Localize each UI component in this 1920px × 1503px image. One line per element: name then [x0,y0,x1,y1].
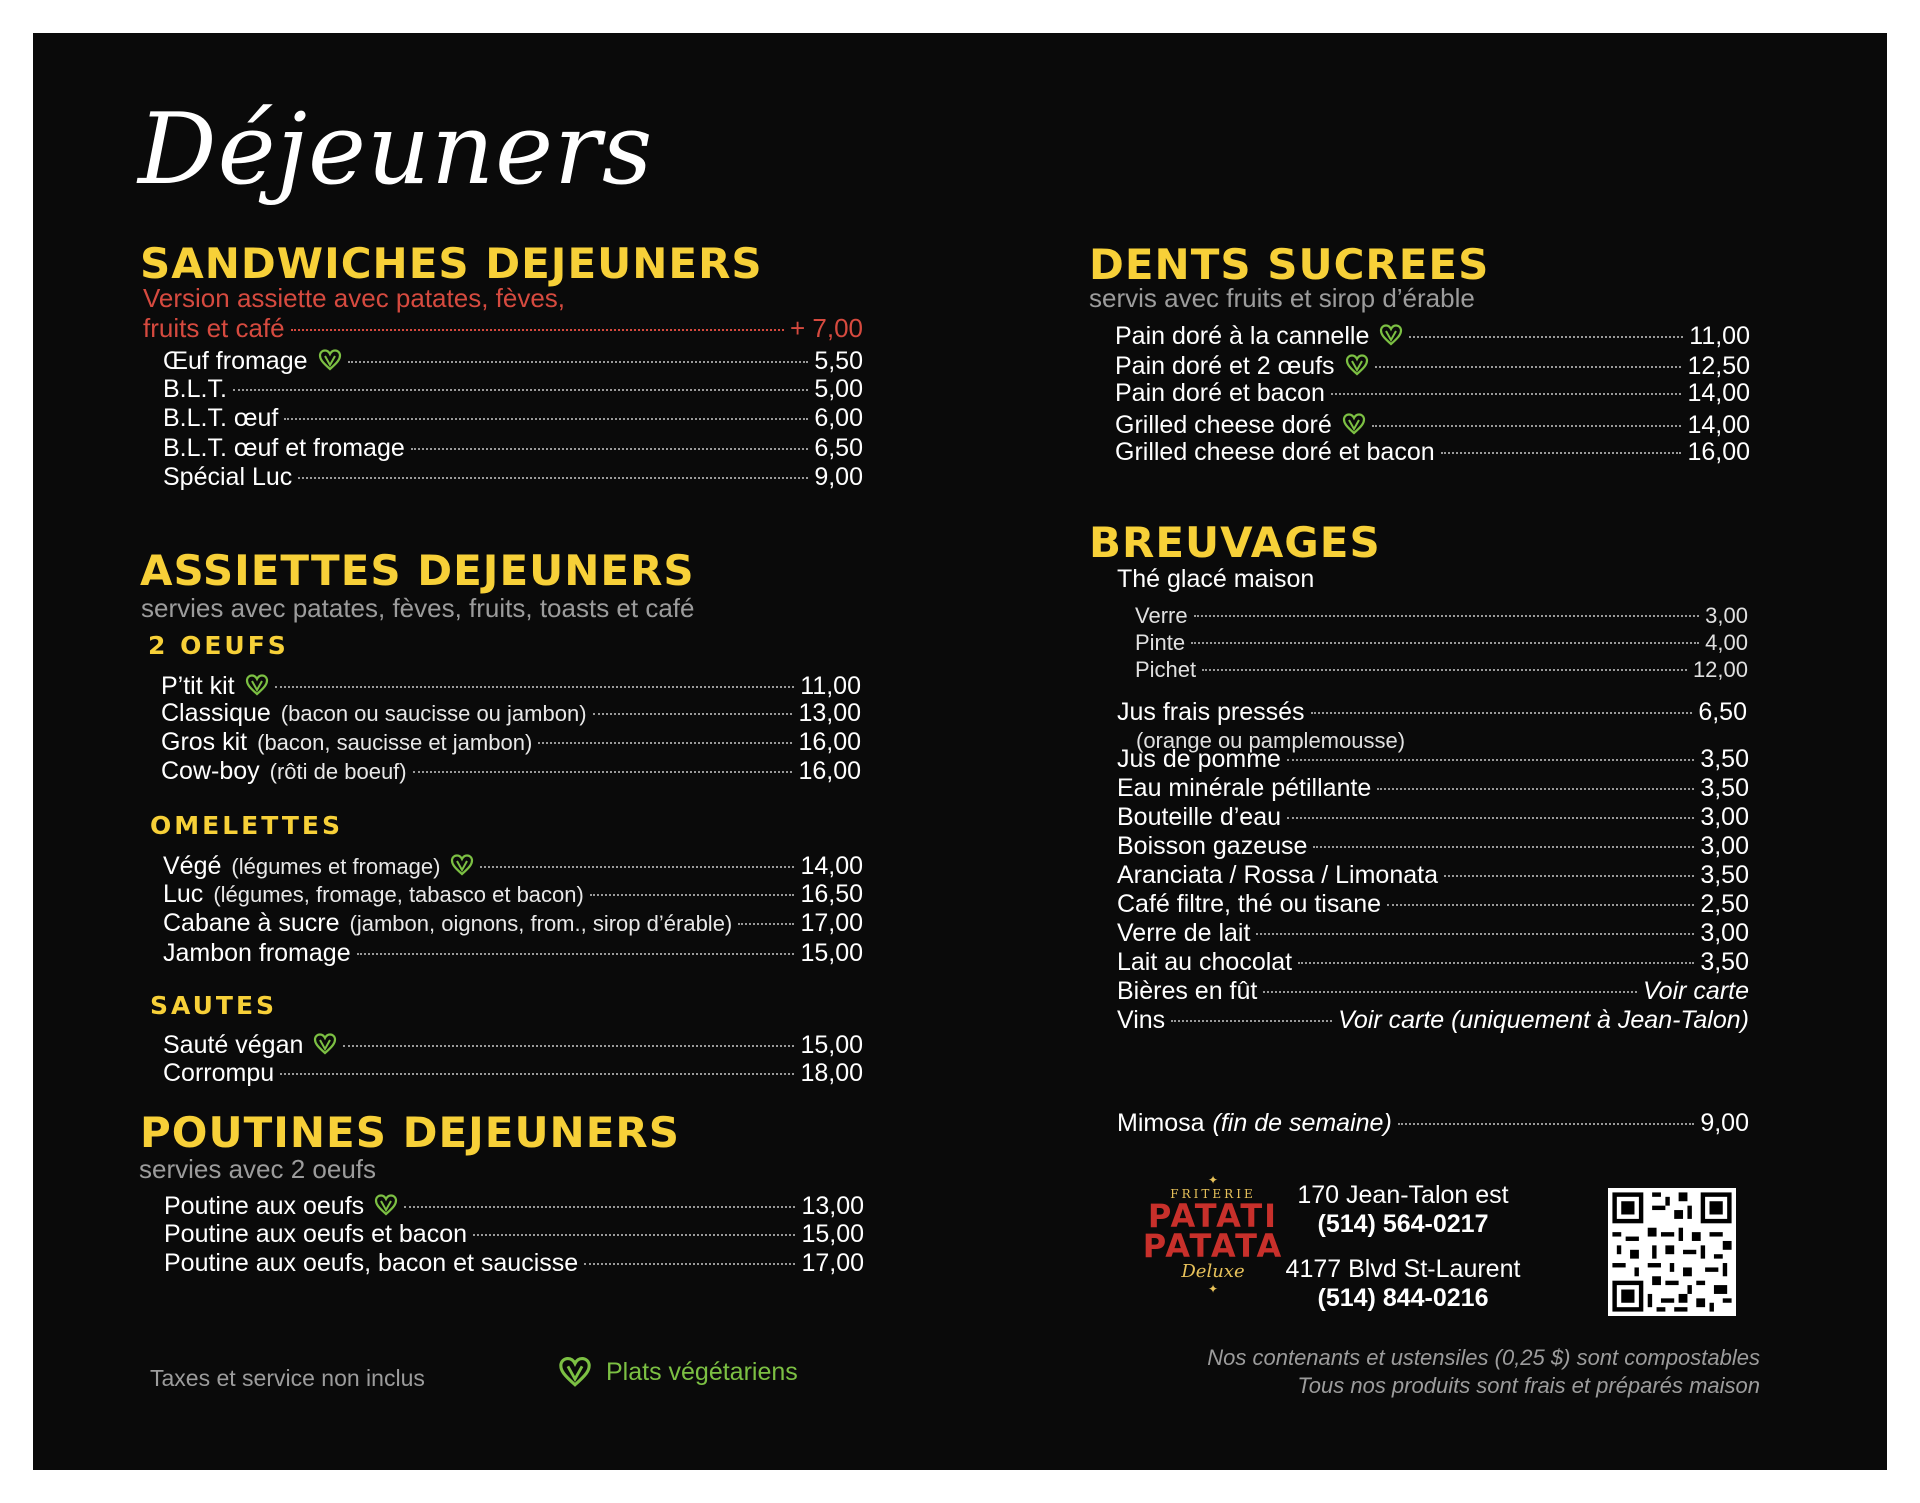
sandwich-item-price: 9,00 [814,463,863,491]
omelette-item-price: 16,50 [800,879,863,908]
oeufs-item-price: 16,00 [798,757,861,785]
drink-item-price: 3,50 [1700,745,1749,773]
the-size-price: 3,00 [1705,603,1748,628]
omelette-item-desc: (légumes et fromage) [231,854,441,879]
drink-item-price: Voir carte (uniquement à Jean-Talon) [1338,1006,1749,1034]
jus-frais-row: Jus frais pressés 6,50 [1117,698,1747,726]
omelette-item-name: Végé [163,852,222,880]
poutine-item-row [164,1190,864,1221]
dessert-item-row [1115,379,1750,408]
the-size-row [1135,657,1748,683]
sandwich-item-name: Spécial Luc [163,463,293,491]
oeufs-item-name: Classique [161,699,271,727]
the-glace-label: Thé glacé maison [1117,565,1315,593]
sandwich-item-price: 6,50 [814,433,863,462]
poutine-item-name: Poutine aux oeufs et bacon [164,1219,468,1248]
sandwich-item-name: B.L.T. œuf [163,404,279,432]
drink-item-name: Aranciata / Rossa / Limonata [1117,861,1438,889]
omelette-item-price: 17,00 [800,909,863,937]
poutine-item-name: Poutine aux oeufs, bacon et saucisse [164,1249,579,1277]
poutine-item-price: 15,00 [801,1219,864,1248]
drink-item-name: Bouteille d’eau [1117,803,1282,831]
oeufs-item-price: 13,00 [798,699,861,727]
drink-item-row [1117,803,1749,832]
the-size-name: Pichet [1135,657,1197,682]
mimosa-row: Mimosa (fin de semaine) 9,00 [1117,1109,1749,1137]
dessert-item-name: Grilled cheese doré et bacon [1115,438,1435,466]
oeufs-item-price: 16,00 [798,728,861,756]
drink-item-row [1117,861,1749,890]
disclaimer-compost: Nos contenants et ustensiles (0,25 $) sont compostables [1207,1345,1760,1370]
omelette-item-name: Luc [163,879,204,908]
dessert-item-price: 16,00 [1687,438,1750,466]
dents-note: servis avec fruits et sirop d’érable [1089,283,1475,313]
poutine-item-price: 13,00 [801,1192,864,1220]
heart-icon [374,1193,398,1217]
dessert-item-price: 12,50 [1687,351,1750,380]
drink-item-row [1117,977,1749,1006]
sandwich-item-row [163,375,863,404]
saute-item-row [163,1029,863,1060]
sandwich-item-price: 6,00 [814,404,863,432]
drink-item-row [1117,890,1749,919]
omelette-item-row [163,880,863,909]
omelette-item-row [163,850,863,881]
heart-icon [1345,353,1369,377]
the-size-price: 4,00 [1705,630,1748,655]
oeufs-item-name: Cow-boy [161,757,260,785]
section-title-poutines: POUTINES DEJEUNERS [140,1108,680,1157]
dessert-item-row [1115,350,1750,381]
the-size-price: 12,00 [1692,657,1748,682]
dessert-item-name: Pain doré et bacon [1115,379,1325,407]
dessert-item-price: 14,00 [1687,410,1750,439]
drink-item-row [1117,948,1749,977]
drink-item-name: Verre de lait [1117,919,1251,947]
qr-code [1608,1188,1736,1316]
page-title: Déjeuners [138,93,654,207]
drink-item-price: 3,00 [1700,803,1749,831]
oeufs-item-name: Gros kit [161,728,248,756]
drink-item-price: 3,00 [1700,919,1749,947]
jus-frais-desc: (orange ou pamplemousse) [1136,728,1406,753]
omelette-item-row [163,909,863,938]
drink-item-price: 3,00 [1700,832,1749,860]
address-st-laurent: 4177 Blvd St-Laurent (514) 844-0216 [1285,1255,1521,1312]
omelette-item-price: 15,00 [800,938,863,967]
omelette-item-name: Jambon fromage [163,938,351,967]
section-title-sandwiches: SANDWICHES DEJEUNERS [140,239,763,288]
drink-item-name: Café filtre, thé ou tisane [1117,890,1382,918]
dessert-item-price: 14,00 [1687,379,1750,407]
veg-legend: Plats végétariens [558,1355,798,1389]
omelette-item-price: 14,00 [800,852,863,880]
subsection-title-oeufs: 2 OEUFS [148,631,289,660]
drink-item-name: Boisson gazeuse [1117,832,1308,860]
dessert-item-price: 11,00 [1689,322,1750,350]
drink-item-name: Lait au chocolat [1117,948,1293,976]
section-title-assiettes: ASSIETTES DEJEUNERS [140,546,695,595]
the-size-row [1135,603,1748,629]
sandwich-item-price: 5,00 [814,374,863,403]
dessert-item-row [1115,438,1750,467]
drink-item-price: Voir carte [1642,977,1749,1005]
assiettes-note: servies avec patates, fèves, fruits, toasts et café [141,593,695,623]
drink-item-name: Jus de pomme [1117,745,1281,773]
drink-item-row [1117,1006,1749,1035]
heart-icon [245,673,269,697]
omelette-item-row [163,939,863,968]
disclaimer-fresh: Tous nos produits sont frais et préparés maison [1297,1373,1760,1398]
the-size-name: Pinte [1135,630,1186,655]
drink-item-price: 3,50 [1700,948,1749,976]
oeufs-item-desc: (bacon, saucisse et jambon) [257,730,533,755]
sandwich-item-row [163,404,863,433]
poutine-item-row [164,1220,864,1249]
saute-item-row [163,1059,863,1088]
oeufs-item-desc: (rôti de boeuf) [269,759,407,784]
logo: ✦ FRITERIE PATATI PATATA Deluxe ✦ [1142,1173,1284,1296]
dessert-item-row [1115,320,1750,351]
saute-item-name: Corrompu [163,1059,275,1087]
oeufs-item-name: P’tit kit [161,672,235,700]
taxes-note: Taxes et service non inclus [150,1365,425,1391]
drink-item-row [1117,774,1749,803]
saute-item-price: 15,00 [800,1031,863,1059]
oeufs-item-price: 11,00 [800,672,861,700]
dessert-item-row [1115,409,1750,440]
oeufs-item-row [161,728,861,757]
saute-item-name: Sauté végan [163,1031,304,1059]
address-jean-talon: 170 Jean-Talon est (514) 564-0217 [1297,1181,1509,1238]
drink-item-row [1117,919,1749,948]
drink-item-price: 2,50 [1700,890,1749,918]
poutines-note: servies avec 2 oeufs [139,1154,377,1184]
sandwich-item-row [163,463,863,492]
heart-icon [558,1355,592,1389]
drink-item-price: 3,50 [1700,861,1749,889]
heart-icon [1379,323,1403,347]
section-title-breuvages: BREUVAGES [1089,518,1381,567]
drink-item-name: Bières en fût [1117,977,1258,1005]
sandwich-item-name: Œuf fromage [163,347,308,375]
drink-item-name: Eau minérale pétillante [1117,774,1372,802]
poutine-item-name: Poutine aux oeufs [164,1192,365,1220]
saute-item-price: 18,00 [800,1059,863,1087]
sandwich-item-row [163,434,863,463]
heart-icon [318,348,342,372]
dessert-item-name: Pain doré à la cannelle [1115,322,1370,350]
section-title-dents: DENTS SUCREES [1089,240,1490,289]
subsection-title-sautes: SAUTES [150,991,278,1020]
menu-board [33,33,1887,1470]
dessert-item-name: Pain doré et 2 œufs [1115,351,1335,380]
dessert-item-name: Grilled cheese doré [1115,410,1332,439]
drink-item-name: Vins [1117,1006,1166,1034]
omelette-item-desc: (jambon, oignons, from., sirop d’érable) [349,911,733,936]
drink-item-price: 3,50 [1700,774,1749,802]
oeufs-item-row [161,699,861,728]
drink-item-row [1117,832,1749,861]
poutine-item-price: 17,00 [801,1249,864,1277]
oeufs-item-row [161,757,861,786]
sandwich-item-price: 5,50 [814,347,863,375]
oeufs-item-row [161,670,861,701]
poutine-item-row [164,1249,864,1278]
sandwich-item-name: B.L.T. [163,374,227,403]
omelette-item-name: Cabane à sucre [163,909,340,937]
the-size-row [1135,630,1748,656]
sandwich-item-row [163,345,863,376]
heart-icon [450,853,474,877]
the-size-name: Verre [1135,603,1188,628]
heart-icon [1342,412,1366,436]
subsection-title-omelettes: OMELETTES [150,811,343,840]
sandwich-plate-note: Version assiette avec patates, fèves, [143,283,566,313]
heart-icon [313,1032,337,1056]
sandwich-item-name: B.L.T. œuf et fromage [163,433,405,462]
sandwich-plate-row: fruits et café + 7,00 [143,313,863,343]
drink-item-row [1117,745,1749,774]
oeufs-item-desc: (bacon ou saucisse ou jambon) [280,701,587,726]
omelette-item-desc: (légumes, fromage, tabasco et bacon) [213,881,584,907]
